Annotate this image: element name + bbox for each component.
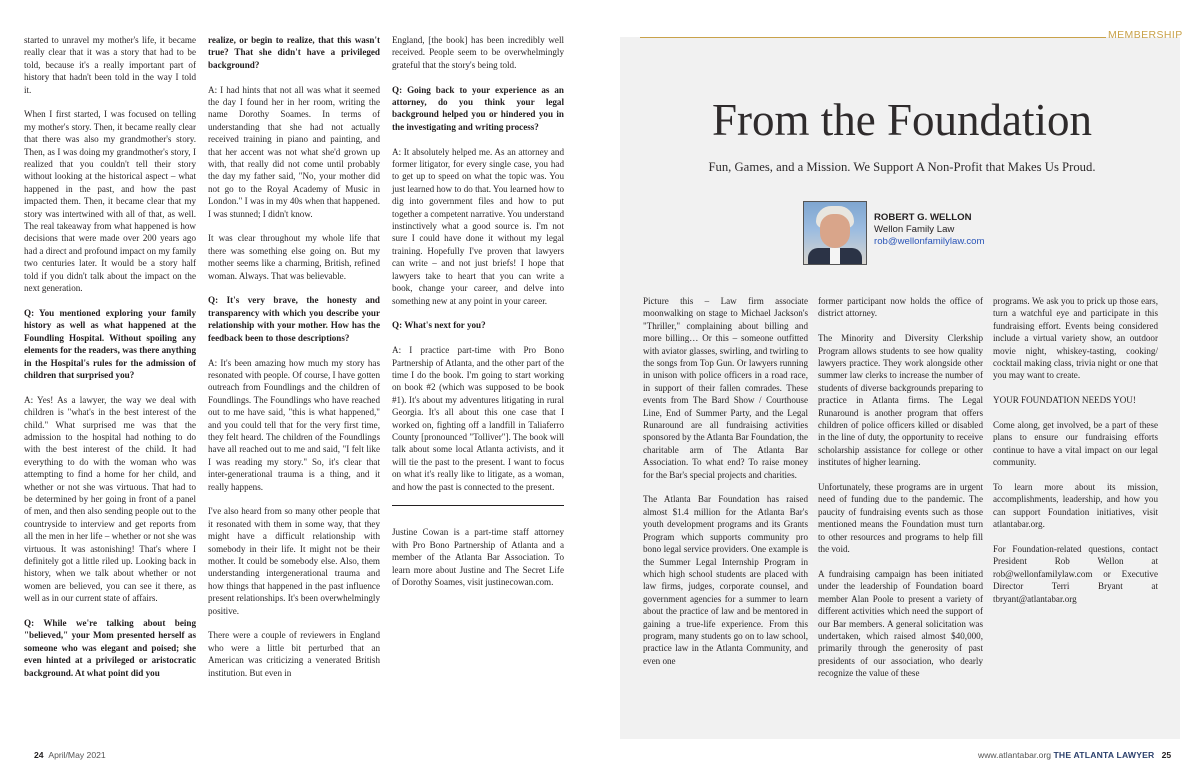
left-column-1 [24,34,196,691]
body-paragraph: Come along, get involved, be a part of these plans to ensure our fundraising efforts continue to have a vital impact on our legal community. [993,420,1158,468]
photo-shirt [830,248,840,264]
interview-question: Q: What's next for you? [392,320,486,331]
body-paragraph: A fundraising campaign has been initiated under the leadership of Foundation board member Alan Poole to present a variety of different activities which need the support of our Bar members. A general solicitation was undertaken, which raised almost $40,000, primarily through the generosity of past presidents of our association, who dearly recognize the value of these [818,568,983,679]
author-photo [803,201,867,265]
issue-date: April/May 2021 [48,750,106,760]
body-paragraph: England, [the book] has been incredibly well received. People seem to be overwhelmingly grateful that the story's being told. [392,35,564,70]
body-paragraph: A: It's been amazing how much my story has resonated with people. Of course, I have gotten outreach from Foundlings and the children of Foundlings. The Foundlings who have reached out to me have said, "this is what happened," and you could tell that for the very first time, they felt heard. The children of the Foundlings have all reached out to me and said, "I felt like I was reading my story." So, it's clear that inter-generational trauma is a thing, and it really happens. [208,357,380,492]
body-paragraph: It was clear throughout my whole life that there was something else going on. But my mother seems like a charming, British, refined woman. Always. That was believable. [208,233,380,281]
photo-face [820,214,850,248]
body-paragraph: The Atlanta Bar Foundation has raised almost $1.4 million for the Atlanta Bar's youth development programs and its Grants Program which supports community pro bono legal service providers. One example is the Summer Legal Internship Program in which high school students are placed with law firms, judges, corporate counsel, and government agencies for a summer to learn about the practice of law and be mentored in gaining a true-life experience. From this program, many students go on to law school, practice law in the Atlanta Community, and even one [643,494,808,666]
article-subtitle: Fun, Games, and a Mission. We Support A Non-Profit that Makes Us Proud. [708,160,1096,174]
body-paragraph: The Minority and Diversity Clerkship Program allows students to see how quality lawyers practice. They work alongside other summer law clerks to increase the number of students of diverse backgrounds preparing to practice in Atlanta firms. The Legal Runaround is another program that offers children of police officers killed or disabled in the line of duty, the opportunity to receive scholarship assistance for college or other institutes of higher learning. [818,333,983,468]
body-paragraph: A: It absolutely helped me. As an attorney and former litigator, for every single case, you had to get up to speed on what the topic was. You just learned how to do that. You learned how to dig into government files and how to put together a competent narrative. You understand instinctively what a good source is. I'm not sure I could have done it without my legal training. Hopefully I've proven that lawyers can write – and not just briefs! I hope that lawyers take to heart that you can write a book, change your career, and delve into something new at any point in your career. [392,146,564,306]
author-name: ROBERT G. WELLON [874,212,972,223]
website-link[interactable]: www.atlantabar.org [978,750,1052,760]
body-paragraph: programs. We ask you to prick up those ears, turn a watchful eye and participate in this fundraising effort. Events being considered include a virtual variety show, an outdoor movie night, whiskey-tasting, cooking/ cocktail making class, trivia night or one that you may want to create. [993,296,1158,381]
section-rule [640,37,1106,38]
body-paragraph: There were a couple of reviewers in England who were a little bit perturbed that an American was criticizing a venerated British institution. But even in [208,630,380,678]
body-paragraph: former participant now holds the office of district attorney. [818,296,983,319]
body-paragraph: Picture this – Law firm associate moonwalking on stage to Michael Jackson's "Thriller," complaining about billing and more billing… Or this – someone outfitted with aviator glasses, swirling, and twirling to the songs from Top Gun. Or lawyers running in unison with police officers in a road race, in support of their fallen comrades. These events from The Bard Show / Courthouse Line, End of Summer Party, and the Legal Runaround are all fundraising activities sponsored by the Atlanta Bar Foundation, the charitable arm of The Atlanta Bar Association. To what end? To raise money for the Bar's special projects and charities. [643,296,808,480]
author-block [874,212,985,247]
interview-question: Q: Going back to your experience as an attorney, do you think your legal background helped you or hindered you in the investigating and writing process? [392,84,564,132]
body-paragraph: Justine Cowan is a part-time staff attorney with Pro Bono Partnership of Atlanta and a member of the Atlanta Bar Association. To learn more about Justine and The Secret Life of Dorothy Soames, visit justinecowan.com. [392,527,564,587]
interview-question: realize, or begin to realize, that this wasn't true? That she didn't have a privileged background? [208,35,380,70]
interview-question: Q: It's very brave, the honesty and transparency with which you describe your relationship with your mother. How has the feedback been to those descriptions? [208,295,380,343]
section-label: MEMBERSHIP [1108,29,1183,41]
body-paragraph: To learn more about its mission, accomplishments, leadership, and how you can support Foundation initiatives, visit atlantabar.org. [993,482,1158,530]
right-footer [978,750,1171,760]
author-email-link[interactable]: rob@wellonfamilylaw.com [874,235,985,247]
article-title: From the Foundation [712,95,1092,145]
left-page-number: 24 [34,750,44,760]
right-page-number: 25 [1161,750,1172,760]
right-column-1 [643,295,808,680]
right-column-3 [993,295,1158,617]
interview-question: Q: While we're talking about being "believed," your Mom presented herself as someone who was elegant and poised; she even hinted at a privileged or aristocratic background. At what point did you [24,618,196,678]
body-paragraph: A: I had hints that not all was what it seemed the day I found her in her room, writing the name Dorothy Soames. In terms of understanding that she had not actually received training in piano and painting, and that her accent was not what she'd grown up with, that really did not come until probably the day my father said, "No, your mother did not go to the Royal Academy of Music in London." I was in my 40s when that happened. I was stunned; I didn't know. [208,84,380,219]
body-paragraph: started to unravel my mother's life, it became really clear that it was a story that had to be told, because it's a really important part of history that hadn't been told in the way I told it. [24,35,196,95]
body-paragraph: Unfortunately, these programs are in urgent need of funding due to the pandemic. The paucity of fundraising events such as those mentioned means the Foundation must turn to other resources and programs to help fill the void. [818,482,983,555]
magazine-name: THE ATLANTA LAWYER [1053,750,1155,760]
author-firm: Wellon Family Law [874,223,955,235]
body-paragraph: For Foundation-related questions, contact President Rob Wellon at rob@wellonfamilylaw.com or Executive Director Terri Bryant at tbryant@atlantabar.org [993,544,1158,604]
right-column-2 [818,295,983,692]
left-column-2 [208,34,380,691]
body-paragraph: A: Yes! As a lawyer, the way we deal with children is "what's in the best interest of the child." What surprised me was that the admission to the hospital had nothing to do with the best interest of the child. It had everything to do with the woman who was attempting to find a home for her child, and whether or not she was virtuous. That had to be determined by her going in front of a panel of men, and then also sending people out to the countryside to interview and get reports from all the men in her life – whether or not she was virtuous. It was astonishing! That's where I definitely got a little riled up. Looking back in history, when we talk about whether or not women are believed, you can see it there, as well as in our current state of affairs. [24,394,196,604]
body-paragraph: YOUR FOUNDATION NEEDS YOU! [993,395,1136,406]
body-paragraph: A: I practice part-time with Pro Bono Partnership of Atlanta, and the other part of the time I do the book. I'm going to start working on book #2 (which was supposed to be book #1). It's about my adventures litigating in rural Georgia. It's all about this one case that I worked on, fighting off a landfill in Taliaferro County [pronounced "Tolliver"]. The book will talk about some local Atlanta activists, and it will tie the past to the present. I want to focus on what it's really like to litigate, as a woman, and how the past is connected to the present. [392,345,564,492]
interview-question: Q: You mentioned exploring your family history as well as what happened at the Foundling Hospital. Without spoiling any elements for the readers, was there anything in the Hospital's rules for the admission of children that surprised you? [24,307,196,380]
body-paragraph: I've also heard from so many other people that it resonated with them in some way, that they might have a difficult relationship with somebody in their life. It might not be their mother. It could be somebody else. Also, them understanding intergenerational trauma and how things that happened in the past influence present relationships. It's been overwhelmingly positive. [208,506,380,616]
left-footer [34,750,106,760]
body-paragraph: When I first started, I was focused on telling my mother's story. Then, it became really clear that there was also my grandmother's story. Then, as I was doing my grandmother's story, I realized that you couldn't tell their story without looking at the historical aspect – what happened in the past, and how the past impacted them. Then, it became clear that my story was intertwined with all of that, as well. The real takeaway from what happened is how decisions that were made over 200 years ago had a direct and profound impact on my family two centuries later. It would be a story half told if you didn't talk about the impact on the next generation. [24,109,196,294]
section-divider [392,505,564,506]
left-column-3 [392,34,564,601]
